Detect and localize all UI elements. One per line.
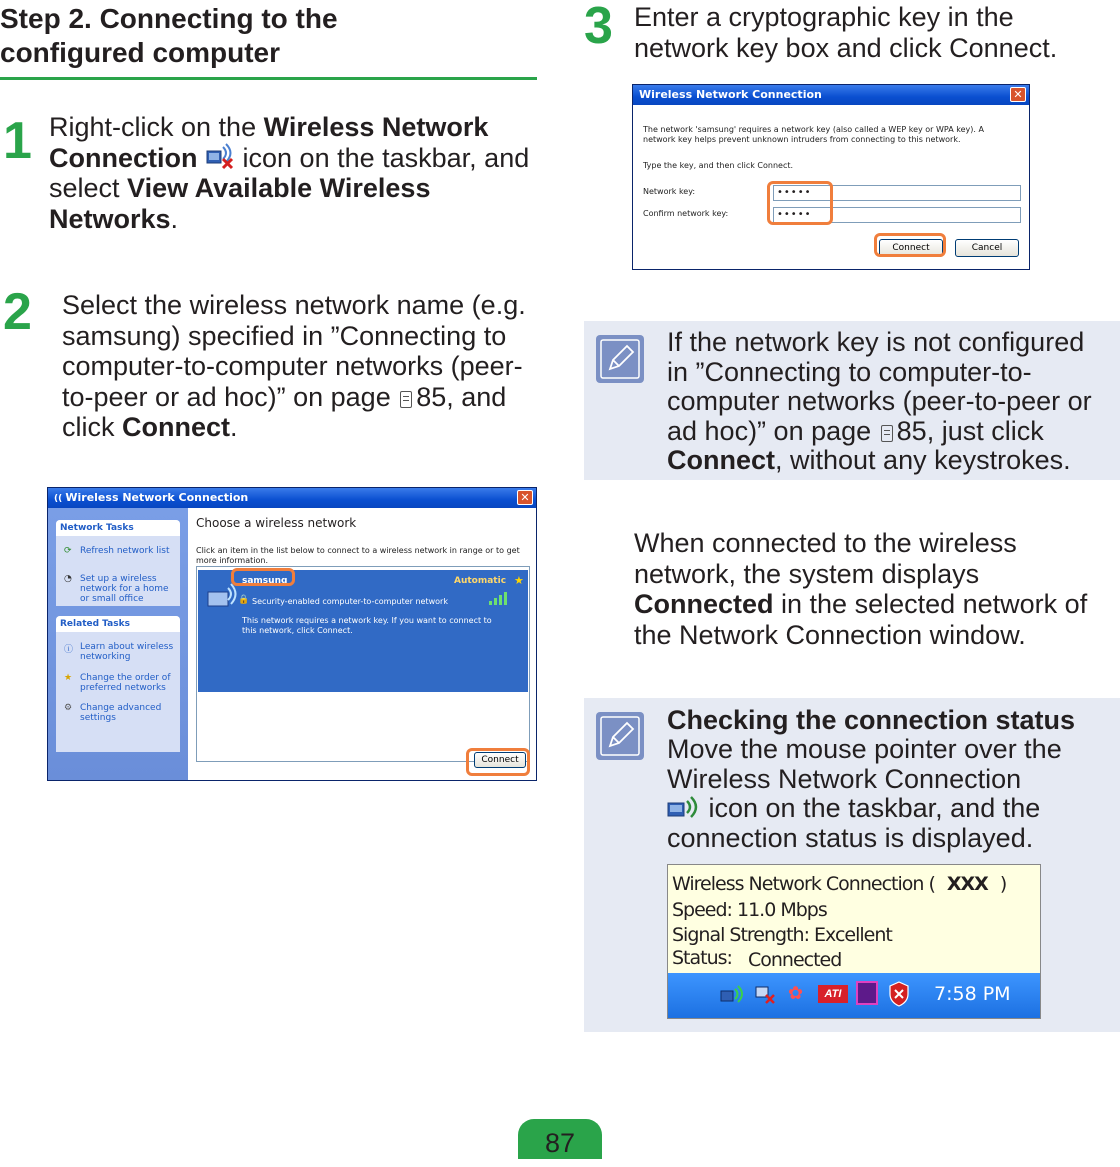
network-tasks-panel: Network Tasks Refresh network list ⟳ Set up a wireless network for a home or small office ◔ [56, 520, 180, 606]
network-key-dialog [632, 84, 1030, 270]
change-order-link[interactable]: Change the order of preferred networks [80, 673, 171, 693]
connected-paragraph: When connected to the wireless network, the system displays Connected in the selected network of the Network Connection window. [634, 528, 1088, 650]
note-box-1 [584, 321, 1120, 480]
note-pencil-icon [596, 712, 644, 760]
info-icon: ⓘ [64, 645, 74, 655]
confirm-key-label: Confirm network key: [643, 209, 729, 218]
utility-tray-icon[interactable] [856, 981, 878, 1005]
note-box-2 [584, 698, 1120, 1032]
note-pencil-icon [596, 335, 644, 383]
change-advanced-settings-link[interactable]: Change advanced settings [80, 703, 162, 723]
step-2-text: Select the wireless network name (e.g. samsung) specified in ”Connecting to computer-to-computer networks (peer-to-peer or ad hoc)” on page 85, and click Connect. [62, 290, 526, 442]
tray-clock[interactable]: 7:58 PM [934, 983, 1011, 1005]
learn-wireless-link[interactable]: Learn about wireless networking [80, 642, 174, 662]
dialog-titlebar: Wireless Network Connection ✕ [633, 85, 1029, 105]
refresh-network-list-link[interactable]: Refresh network list [80, 546, 170, 556]
refresh-icon: ⟳ [64, 546, 72, 556]
ssid-placeholder-marker [951, 872, 1019, 904]
key-connect-highlight [874, 233, 946, 257]
note-2-title: Checking the connection status [667, 705, 1076, 735]
tooltip-status-label: Status: [672, 947, 732, 969]
page-number: 87 [518, 1119, 602, 1159]
network-name-highlight [231, 568, 295, 586]
instruction-text: Click an item in the list below to connect to a wireless network in range or to get more information. [196, 546, 520, 565]
tooltip-signal: Signal Strength: Excellent [672, 924, 892, 946]
network-message: This network requires a network key. If you want to connect to this network, click Connect. [242, 616, 492, 635]
section-heading: Step 2. Connecting to the configured computer [0, 3, 338, 68]
connect-button-highlight [466, 748, 530, 776]
tooltip-speed: Speed: 11.0 Mbps [672, 899, 827, 921]
set-up-network-link[interactable]: Set up a wireless network for a home or small office [80, 574, 169, 604]
type-key-prompt: Type the key, and then click Connect. [643, 161, 794, 170]
network-key-label: Network key: [643, 187, 696, 196]
confirm-key-input[interactable]: ••••• [773, 207, 1021, 223]
network-list-pane [188, 508, 536, 780]
key-fields-highlight [767, 181, 833, 225]
key-required-message: The network 'samsung' requires a network key (also called a WEP key or WPA key). A network key helps prevent unknown intruders from connecting to this network. [643, 125, 984, 144]
lock-icon: 🔒 [238, 595, 250, 605]
step-number-1: 1 [3, 112, 32, 170]
wireless-icon: (( [54, 494, 66, 504]
wireless-network-connected-icon [667, 795, 701, 821]
ati-tray-icon[interactable]: ATI [818, 985, 848, 1003]
preferred-star-icon: ★ [514, 574, 524, 587]
system-tray [668, 973, 1041, 1019]
note-1-text: If the network key is not configured in ”Connecting to computer-to-computer networks (peer-to-peer or ad hoc)” on page 85, just click Connect, without any keystrokes. [667, 327, 1092, 475]
choose-network-dialog [47, 487, 537, 781]
dialog-titlebar: (( Wireless Network Connection ✕ [48, 488, 536, 508]
wireless-network-disconnected-icon [205, 143, 235, 171]
shield-tray-icon[interactable] [888, 981, 910, 1007]
step-1-text: Right-click on the Wireless Network Connection icon on the taskbar, and select View Available Wireless Networks. [49, 112, 530, 234]
security-type: Security-enabled computer-to-computer network [252, 597, 448, 606]
related-tasks-panel: Related Tasks ⓘ Learn about wireless networking ★ Change the order of preferred networks ⚙ Change advanced settings [56, 616, 180, 752]
star-icon: ★ [64, 673, 73, 683]
page-reference-icon [881, 425, 893, 442]
setup-wireless-icon: ◔ [64, 574, 72, 584]
note-2-text: Move the mouse pointer over the Wireless Network Connection icon on the taskbar, and the connection status is displayed. [667, 734, 1062, 853]
network-key-input[interactable]: ••••• [773, 185, 1021, 201]
tasks-pane [48, 508, 188, 780]
settings-icon: ⚙ [64, 703, 73, 713]
tooltip-title: Wireless Network Connection ( XXX ) [672, 873, 1007, 895]
cancel-button[interactable]: Cancel [955, 239, 1019, 257]
network-list-border [196, 566, 530, 762]
network-mode: Automatic [454, 576, 507, 586]
step-number-2: 2 [3, 283, 32, 341]
step-3-text: Enter a cryptographic key in the network key box and click Connect. [634, 2, 1058, 63]
choose-network-title: Choose a wireless network [196, 516, 357, 530]
close-button[interactable]: ✕ [1010, 87, 1026, 102]
network-name: samsung [242, 576, 288, 586]
connect-button[interactable]: Connect [474, 752, 526, 768]
connect-button[interactable]: Connect [879, 239, 943, 257]
security-tray-icon[interactable]: ✿ [788, 983, 804, 1003]
tooltip-status-value: Connected [748, 949, 842, 971]
network-disconnected-tray-icon[interactable] [754, 983, 778, 1005]
step-number-3: 3 [584, 0, 613, 55]
heading-divider [0, 77, 537, 80]
close-button[interactable]: ✕ [517, 490, 533, 505]
page-reference-icon [400, 391, 412, 408]
wireless-tray-icon[interactable] [720, 983, 746, 1005]
